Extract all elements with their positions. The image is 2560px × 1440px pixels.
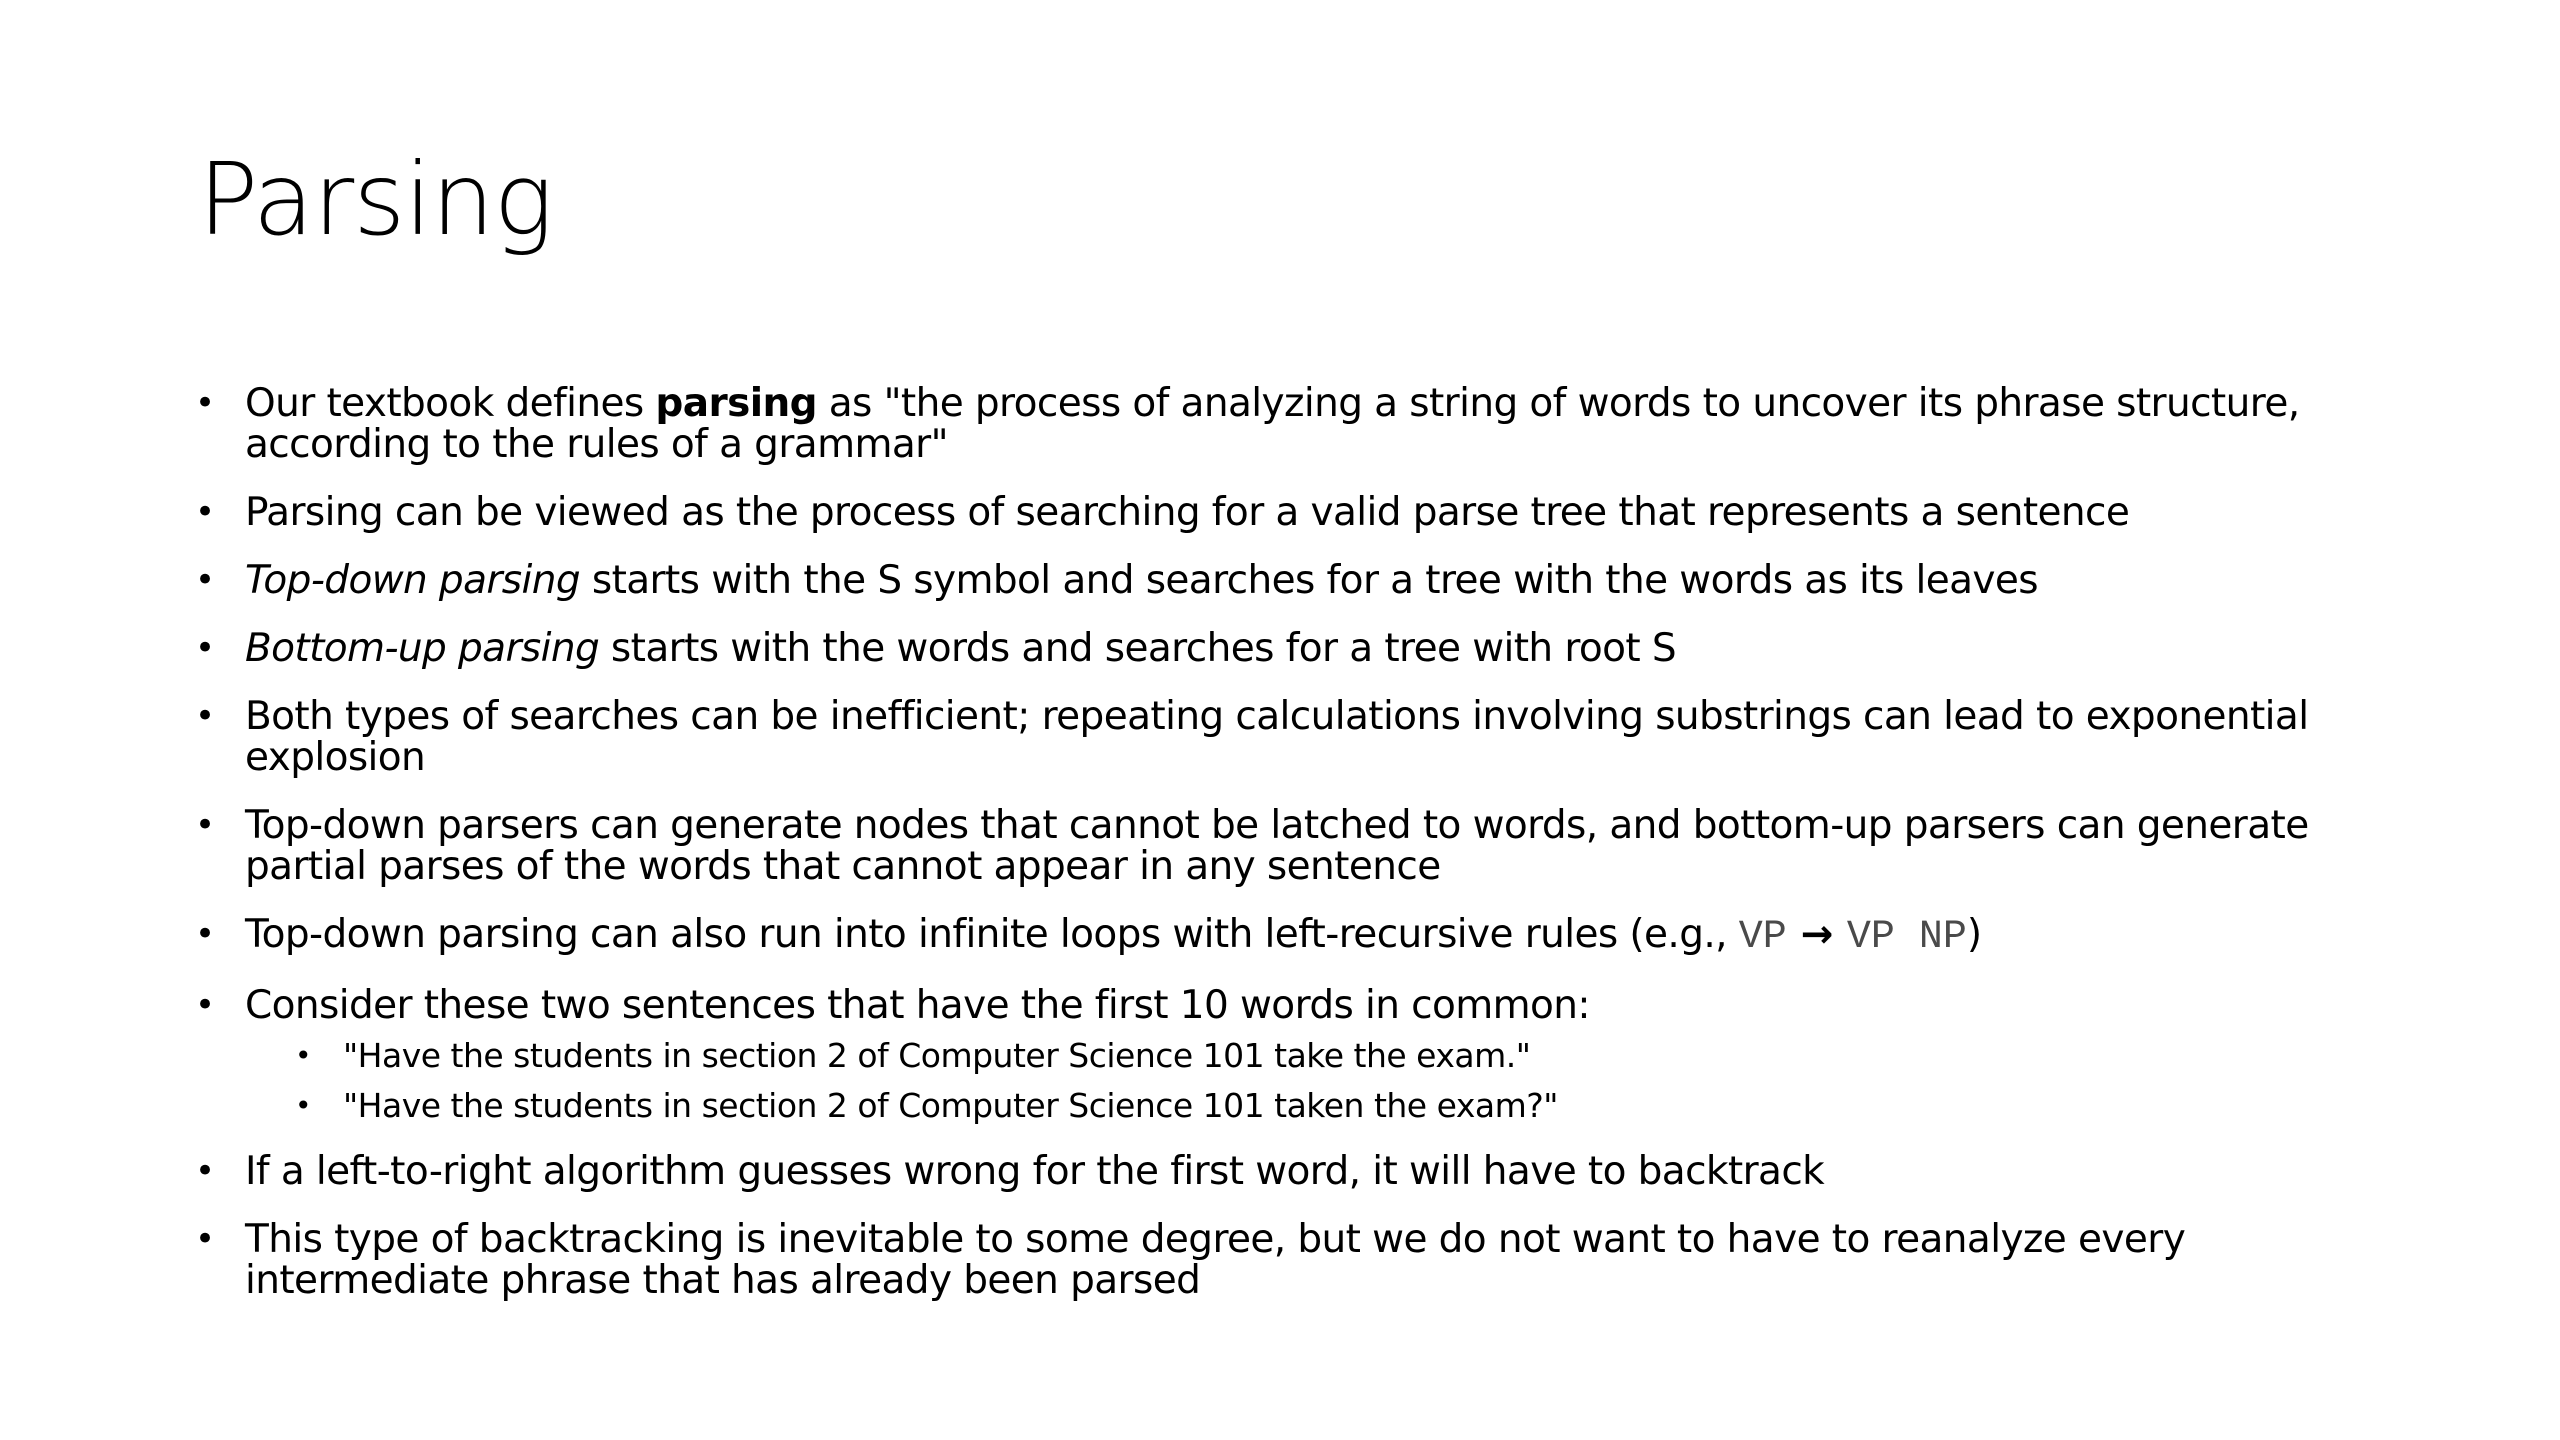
arrow-right-icon: → bbox=[1800, 912, 1833, 957]
bullet-text: Consider these two sentences that have the first 10 words in common: bbox=[245, 983, 1590, 1028]
bullet-inevitable: • This type of backtracking is inevitable to some degree, but we do not want to have to reanalyze every intermediate phrase that has already been parsed bbox=[195, 1219, 2435, 1301]
bullet-infinite-loops bbox=[195, 914, 2435, 958]
sub-bullet-sentence-take: • "Have the students in section 2 of Computer Science 101 take the exam." bbox=[295, 1038, 2435, 1074]
sub-bullet-sentence-taken: • "Have the students in section 2 of Computer Science 101 taken the exam?" bbox=[295, 1088, 2435, 1124]
bullet-parsing-definition bbox=[195, 383, 2435, 465]
bullet-text: starts with the S symbol and searches for a tree with the words as its leaves bbox=[580, 558, 2039, 603]
code-vp: VP bbox=[1738, 915, 1787, 960]
bullet-inefficiency: • Both types of searches can be inefficient; repeating calculations involving substrings can lead to exponential explosion bbox=[195, 696, 2435, 778]
italic-term: Top-down parsing bbox=[245, 558, 581, 603]
bullet-backtrack: • If a left-to-right algorithm guesses wrong for the first word, it will have to backtrack bbox=[195, 1151, 2435, 1192]
bullet-text: as "the process of analyzing a string of words to uncover its phrase structure, according to the rules of a grammar" bbox=[245, 381, 2300, 467]
bullet-bottom-up bbox=[195, 628, 2435, 669]
sub-bullet-list bbox=[245, 1038, 2435, 1124]
bullet-text: ) bbox=[1966, 912, 1982, 957]
slide-title: Parsing bbox=[198, 141, 553, 258]
bold-term: parsing bbox=[655, 381, 817, 426]
bullet-search-view: • Parsing can be viewed as the process of searching for a valid parse tree that represents a sentence bbox=[195, 492, 2435, 533]
italic-term: Bottom-up parsing bbox=[245, 626, 600, 671]
bullet-text: Top-down parsing can also run into infinite loops with left-recursive rules (e.g., bbox=[245, 912, 1739, 957]
bullet-parser-issues: • Top-down parsers can generate nodes that cannot be latched to words, and bottom-up parsers can generate partial parses of the words that cannot appear in any sentence bbox=[195, 805, 2435, 887]
bullet-two-sentences bbox=[195, 985, 2435, 1124]
bullet-text: Our textbook defines bbox=[245, 381, 656, 426]
bullet-list bbox=[195, 383, 2435, 1301]
code-vp-np: VP NP bbox=[1846, 915, 1967, 960]
slide-content bbox=[195, 383, 2435, 1328]
bullet-top-down bbox=[195, 560, 2435, 601]
bullet-text: starts with the words and searches for a tree with root S bbox=[599, 626, 1677, 671]
